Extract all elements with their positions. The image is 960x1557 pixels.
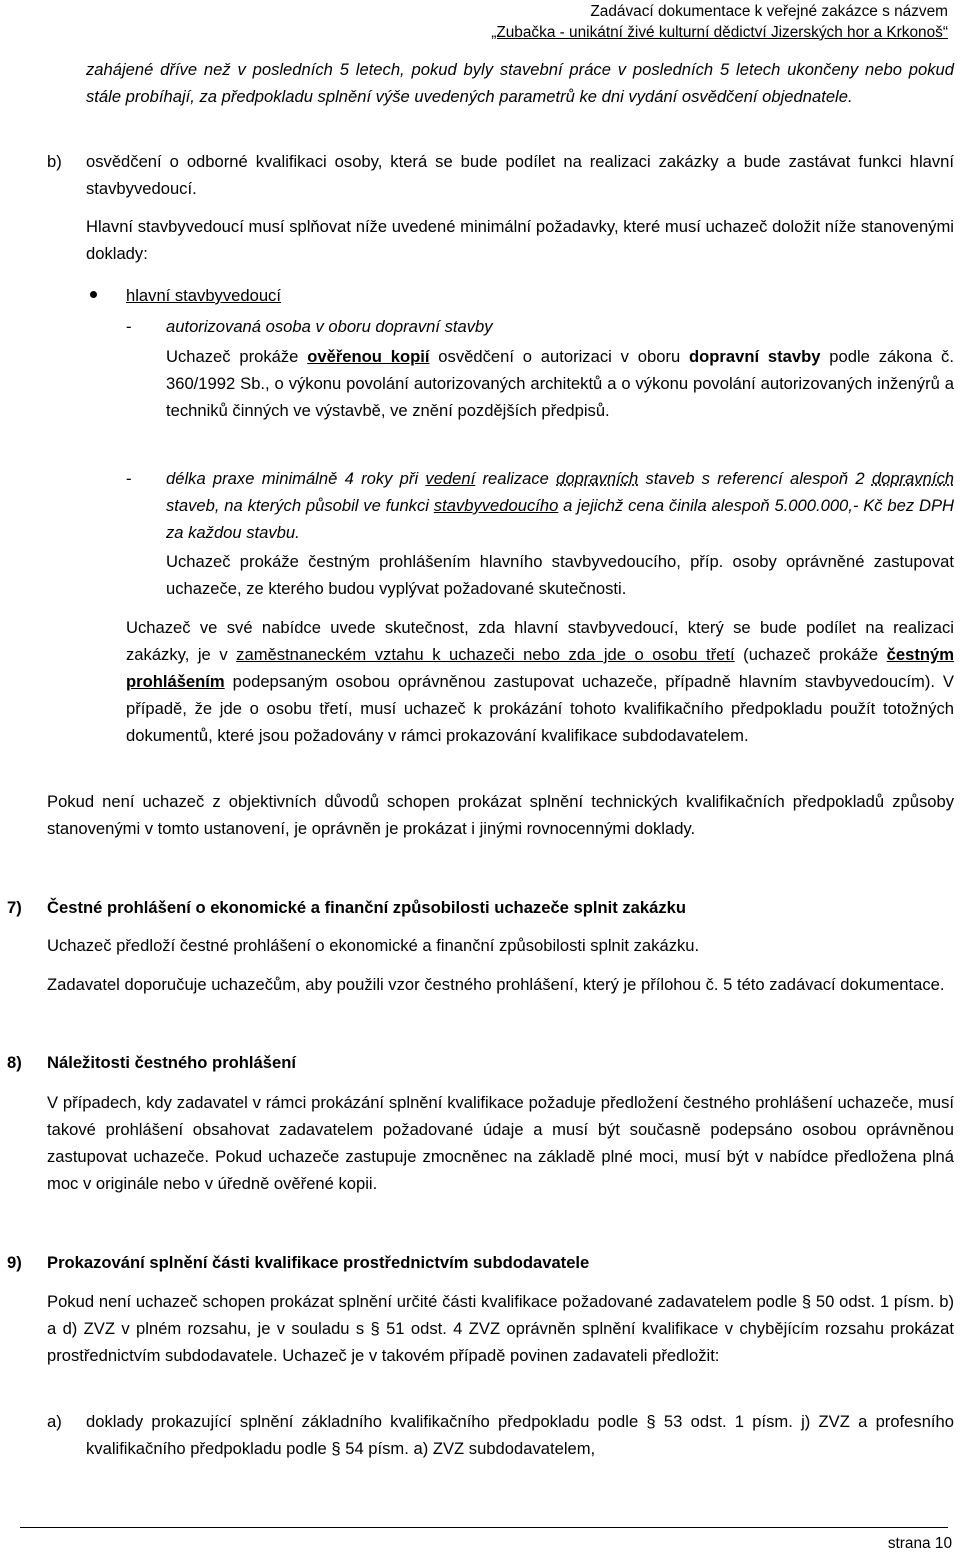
req1-text: Uchazeč prokáže ověřenou kopií osvědčení o autorizaci v oboru dopravní stavby podle zákona č. 360/1992 Sb., o výkonu povolání autorizovaných architektů a o výkonu povolání autorizovaných inženýrů a techniků činných ve výstavbě, ve znění pozdějších předpisů. <box>166 347 954 420</box>
bullet-dot <box>90 291 97 298</box>
employment-paragraph: Uchazeč ve své nabídce uvede skutečnost, zda hlavní stavbyvedoucí, který se bude podílet na realizaci zakázky, je v zaměstnaneckém vztahu k uchazeči nebo zda jde o osobu třetí (uchazeč prokáže čestným prohlášením podepsaným osobou oprávněnou zastupovat uchazeče, případně hlavním stavbyvedoucím). V případě, že jde o osobu třetí, musí uchazeč k prokázání tohoto kvalifikačního předpokladu použít totožných dokumentů, které jsou požadovány v rámci prokazování kvalifikace subdodavatelem. <box>126 618 954 745</box>
section-8-number: 8) <box>7 1053 22 1072</box>
req2-proof: Uchazeč prokáže čestným prohlášením hlavního stavbyvedoucího, příp. osoby oprávněné zastupovat uchazeče, ze kterého budou vyplývat požadované skutečnosti. <box>166 552 954 598</box>
header-line-1: Zadávací dokumentace k veřejné zakázce s názvem <box>590 3 948 20</box>
objective-reasons: Pokud není uchazeč z objektivních důvodů schopen prokázat splnění technických kvalifikačních předpokladů způsoby stanovenými v tomto ustanovení, je oprávněn je prokázat i jinými rovnocennými doklady. <box>47 792 954 838</box>
section-8-title: Náležitosti čestného prohlášení <box>47 1053 296 1072</box>
bullet-title: hlavní stavbyvedoucí <box>126 286 281 305</box>
section-9-p1: Pokud není uchazeč schopen prokázat splnění určité části kvalifikace požadované zadavatelem podle § 50 odst. 1 písm. b) a d) ZVZ v plném rozsahu, je v souladu s § 51 odst. 4 ZVZ oprávněn splnění kvalifikace v chybějícím rozsahu prokázat prostřednictvím subdodavatele. Uchazeč je v takovém případě povinen zadavateli předložit: <box>47 1292 954 1365</box>
page-header <box>491 2 948 43</box>
item-b-text: osvědčení o odborné kvalifikaci osoby, která se bude podílet na realizaci zakázky a bude zastávat funkci hlavní stavbyvedoucí. <box>86 152 954 198</box>
req2-text: délka praxe minimálně 4 roky při vedení realizace dopravních staveb s referencí alespoň 2 dopravních staveb, na kterých působil ve funkci stavbyvedoucího a jejichž cena činila alespoň 5.000.000,- Kč bez DPH za každou stavbu. <box>166 469 955 542</box>
item-b-label: b) <box>47 152 62 171</box>
page-number: strana 10 <box>887 1535 952 1552</box>
section-9-a-text: doklady prokazující splnění základního kvalifikačního předpokladu podle § 53 odst. 1 písm. j) ZVZ a profesního kvalifikačního předpokladu podle § 54 písm. a) ZVZ subdodavatelem, <box>86 1412 954 1458</box>
header-line-2: „Zubačka - unikátní živé kulturní dědictví Jizerských hor a Krkonoš“ <box>491 23 948 41</box>
intro-continuation: zahájené dříve než v posledních 5 letech, pokud byly stavební práce v posledních 5 letech ukončeny nebo pokud stále probíhají, za předpokladu splnění výše uvedených parametrů ke dni vydání osvědčení objednatele. <box>86 60 954 106</box>
req2-dash: - <box>126 469 132 488</box>
section-9-number: 9) <box>7 1253 22 1272</box>
section-7-number: 7) <box>7 898 22 917</box>
section-7-p2: Zadavatel doporučuje uchazečům, aby použili vzor čestného prohlášení, který je přílohou č. 5 této zadávací dokumentace. <box>47 975 945 994</box>
requirements-intro: Hlavní stavbyvedoucí musí splňovat níže uvedené minimální požadavky, které musí uchazeč doložit níže stanovenými doklady: <box>86 217 954 263</box>
footer-divider <box>20 1527 948 1528</box>
section-9-title: Prokazování splnění části kvalifikace prostřednictvím subdodavatele <box>47 1253 590 1272</box>
section-7-p1: Uchazeč předloží čestné prohlášení o ekonomické a finanční způsobilosti splnit zakázku. <box>47 936 700 955</box>
req1-title: autorizovaná osoba v oboru dopravní stavby <box>166 317 493 336</box>
req1-dash: - <box>126 317 132 336</box>
section-9-a-label: a) <box>47 1412 62 1431</box>
certified-copy: ověřenou kopií <box>307 347 430 366</box>
section-7-title: Čestné prohlášení o ekonomické a finanční způsobilosti uchazeče splnit zakázku <box>47 898 687 917</box>
section-8-p1: V případech, kdy zadavatel v rámci prokázání splnění kvalifikace požaduje předložení čestného prohlášení uchazeče, musí takové prohlášení obsahovat zadavatelem požadované údaje a musí být současně podepsáno osobou oprávněnou zastupovat uchazeče. Pokud uchazeče zastupuje zmocněnec na základě plné moci, musí být v nabídce předložena plná moc v originále nebo v úředně ověřené kopii. <box>47 1093 954 1193</box>
